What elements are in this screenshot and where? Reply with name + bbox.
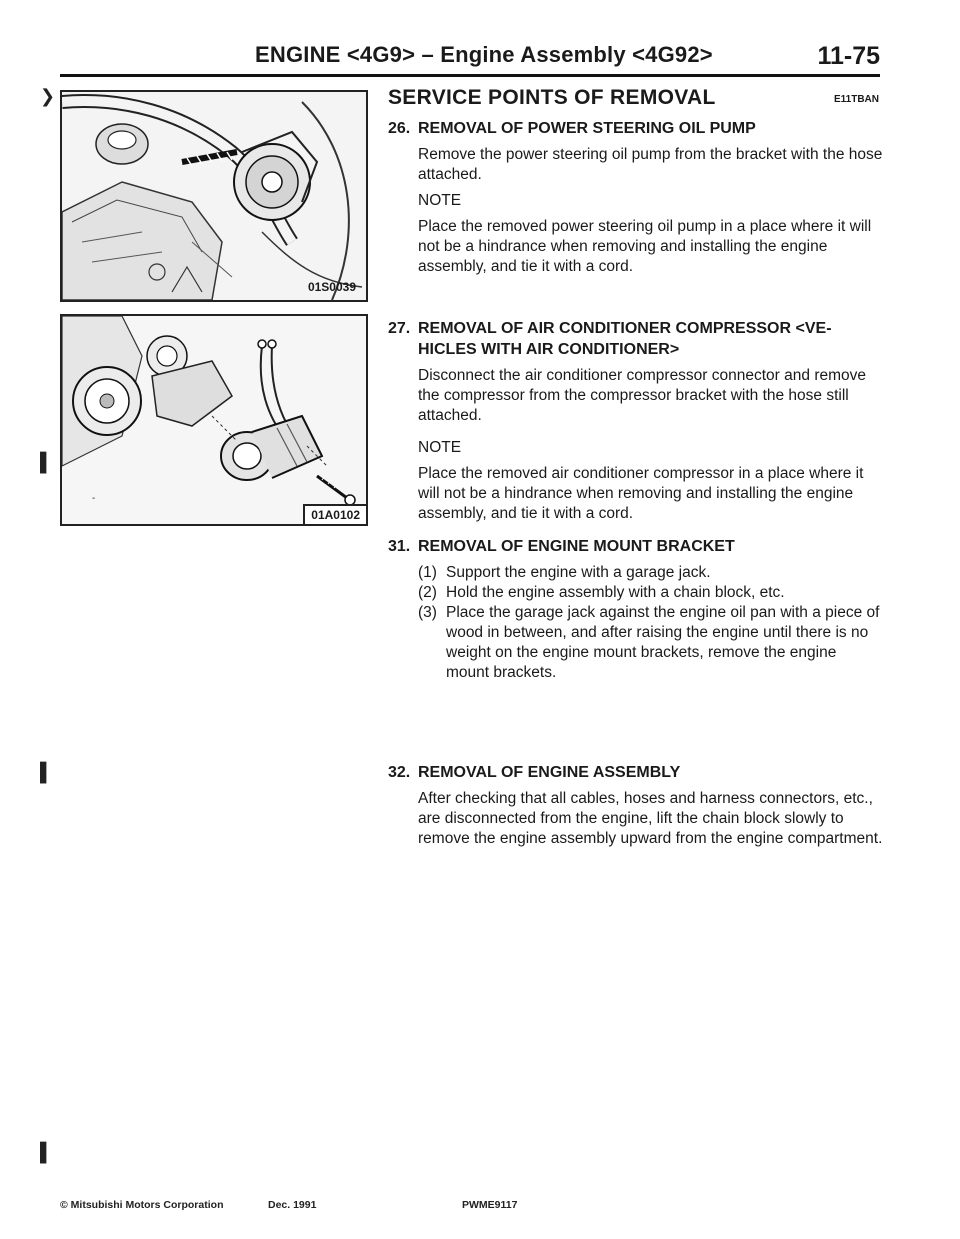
item-paragraph: After checking that all cables, hoses and harness connectors, etc., are disconnected from the engine, lift the chain block slowly to remove the engine assembly upward from the engine compartment. <box>418 790 883 847</box>
figure-id: 01S0039 <box>307 280 356 294</box>
item-title: REMOVAL OF ENGINE ASSEMBLY <box>418 764 681 781</box>
item-heading <box>388 118 883 139</box>
step-number: (1) <box>418 564 437 581</box>
item-paragraph: Disconnect the air conditioner compressor connector and remove the compressor from the compressor bracket with the hose still attached. <box>418 367 867 424</box>
note-label: NOTE <box>418 192 462 209</box>
item-26 <box>388 118 883 283</box>
note-label: NOTE <box>418 439 462 456</box>
step-number: (3) <box>418 604 437 621</box>
item-title: REMOVAL OF AIR CONDITIONER COMPRESSOR <VE- <box>418 320 832 337</box>
item-32 <box>388 762 883 855</box>
step-list <box>418 563 883 683</box>
margin-mark: ▌ <box>40 762 53 782</box>
step-number: (2) <box>418 584 437 601</box>
step-item <box>418 583 883 603</box>
item-number: 26. <box>388 120 411 137</box>
figure-id: 01A0102 <box>303 504 366 524</box>
page-title: ENGINE <4G9> – Engine Assembly <4G92> <box>255 42 713 67</box>
item-body <box>388 145 883 277</box>
item-paragraph: Remove the power steering oil pump from the bracket with the hose attached. <box>418 146 883 183</box>
item-heading <box>388 318 883 360</box>
step-text: Hold the engine assembly with a chain block, etc. <box>446 584 785 601</box>
item-body <box>388 366 883 524</box>
ac-compressor-illustration-icon <box>62 316 366 524</box>
margin-mark: ❯ <box>40 86 56 106</box>
item-number: 32. <box>388 764 411 781</box>
item-title-continued: HICLES WITH AIR CONDITIONER> <box>418 341 680 358</box>
header-rule <box>60 74 880 77</box>
note-text: Place the removed power steering oil pump in a place where it will not be a hindrance when removing and installing the engine assembly, and tie it with a cord. <box>418 218 872 275</box>
step-item <box>418 563 883 583</box>
item-title: REMOVAL OF POWER STEERING OIL PUMP <box>418 120 756 137</box>
item-title: REMOVAL OF ENGINE MOUNT BRACKET <box>418 538 735 555</box>
item-body <box>388 789 883 849</box>
figure-ac-compressor <box>60 314 368 526</box>
item-heading <box>388 536 883 557</box>
page-header <box>60 42 880 76</box>
step-text: Place the garage jack against the engine oil pan with a piece of wood in between, and after raising the engine until there is no weight on the engine mount brackets, remove the engine mount brackets. <box>446 604 880 681</box>
note-text: Place the removed air conditioner compressor in a place where it will not be a hindrance when removing and installing the engine assembly, and tie it with a cord. <box>418 465 864 522</box>
svg-text:-: - <box>92 493 96 504</box>
item-heading <box>388 762 883 783</box>
section-code: E11TBAN <box>833 94 879 105</box>
page-number: 11-75 <box>817 42 880 70</box>
item-27 <box>388 318 883 530</box>
footer-doc-code: PWME9117 <box>462 1199 518 1211</box>
footer-copyright: © Mitsubishi Motors Corporation <box>60 1199 224 1211</box>
item-number: 31. <box>388 538 411 555</box>
section-header <box>388 86 883 118</box>
item-number: 27. <box>388 320 411 337</box>
item-31 <box>388 536 883 683</box>
step-item <box>418 603 883 683</box>
section-title-row <box>388 86 883 118</box>
section-title: SERVICE POINTS OF REMOVAL <box>388 86 716 109</box>
margin-mark: ▌ <box>40 452 53 472</box>
footer-date: Dec. 1991 <box>268 1199 317 1211</box>
item-body <box>388 563 883 683</box>
step-text: Support the engine with a garage jack. <box>446 564 711 581</box>
figure-power-steering-pump <box>60 90 368 302</box>
margin-mark: ▌ <box>40 1142 53 1162</box>
power-steering-pump-illustration-icon <box>62 92 366 300</box>
